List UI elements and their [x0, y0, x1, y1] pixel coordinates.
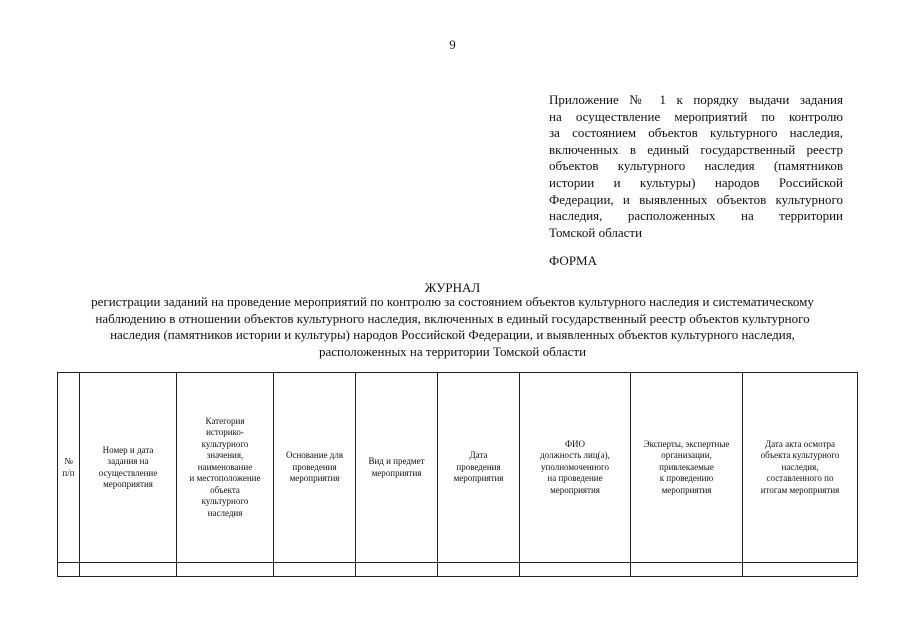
table-cell: [631, 563, 743, 577]
journal-title: ЖУРНАЛ: [424, 280, 481, 295]
appendix-line: включенных в единый государственный реестр: [549, 141, 843, 157]
table-cell: [438, 563, 520, 577]
table-cell: [520, 563, 631, 577]
journal-subtitle-line: наследия (памятников истории и культуры) народов Российской Федерации, и выявленных объектов культурного наследия,: [110, 327, 795, 342]
column-header-date: Дата проведения мероприятия: [438, 373, 520, 563]
column-header-type-subject: Вид и предмет мероприятия: [356, 373, 438, 563]
column-header-experts: Эксперты, экспертные организации, привлекаемые к проведению мероприятия: [631, 373, 743, 563]
page-number: 9: [449, 37, 456, 52]
journal-subtitle-line: расположенных на территории Томской области: [318, 343, 587, 359]
appendix-line: за состоянием объектов культурного наследия,: [549, 125, 843, 141]
appendix-block: [549, 92, 843, 241]
table-cell: [80, 563, 177, 577]
column-header-basis: Основание для проведения мероприятия: [274, 373, 356, 563]
table-cell: [743, 563, 858, 577]
column-header-responsible-person: ФИО должность лиц(а), уполномоченного на проведение мероприятия: [520, 373, 631, 563]
appendix-line: наследия, расположенных на территории: [549, 208, 843, 224]
journal-table: [57, 372, 858, 577]
appendix-line: истории и культуры) народов Российской: [549, 174, 843, 190]
table-cell: [356, 563, 438, 577]
appendix-line: на осуществление мероприятий по контролю: [549, 108, 843, 124]
column-header-task-number-date: Номер и дата задания на осуществление мероприятия: [80, 373, 177, 563]
journal-subtitle-line: регистрации заданий на проведение мероприятий по контролю за состоянием объектов культурного наследия и систематическому: [91, 294, 814, 309]
table-cell: [177, 563, 274, 577]
table-cell: [58, 563, 80, 577]
table-cell: [274, 563, 356, 577]
table-row: [58, 563, 858, 577]
form-label: ФОРМА: [549, 253, 597, 268]
appendix-line: Томской области: [549, 224, 643, 240]
journal-subtitle: [0, 294, 905, 360]
table-header-row: [58, 373, 858, 563]
appendix-line: Федерации, и выявленных объектов культурного: [549, 191, 843, 207]
appendix-line: Приложение № 1 к порядку выдачи задания: [549, 92, 843, 107]
column-header-object-category: Категория историко- культурного значения, наименование и местоположение объекта культурного наследия: [177, 373, 274, 563]
column-header-inspection-act-date: Дата акта осмотра объекта культурного наследия, составленного по итогам мероприятия: [743, 373, 858, 563]
appendix-line: объектов культурного наследия (памятников: [549, 158, 843, 174]
journal-subtitle-line: наблюдению в отношении объектов культурного наследия, включенных в единый государственный реестр объектов культурного: [95, 310, 810, 326]
column-header-number: № п/п: [58, 373, 80, 563]
